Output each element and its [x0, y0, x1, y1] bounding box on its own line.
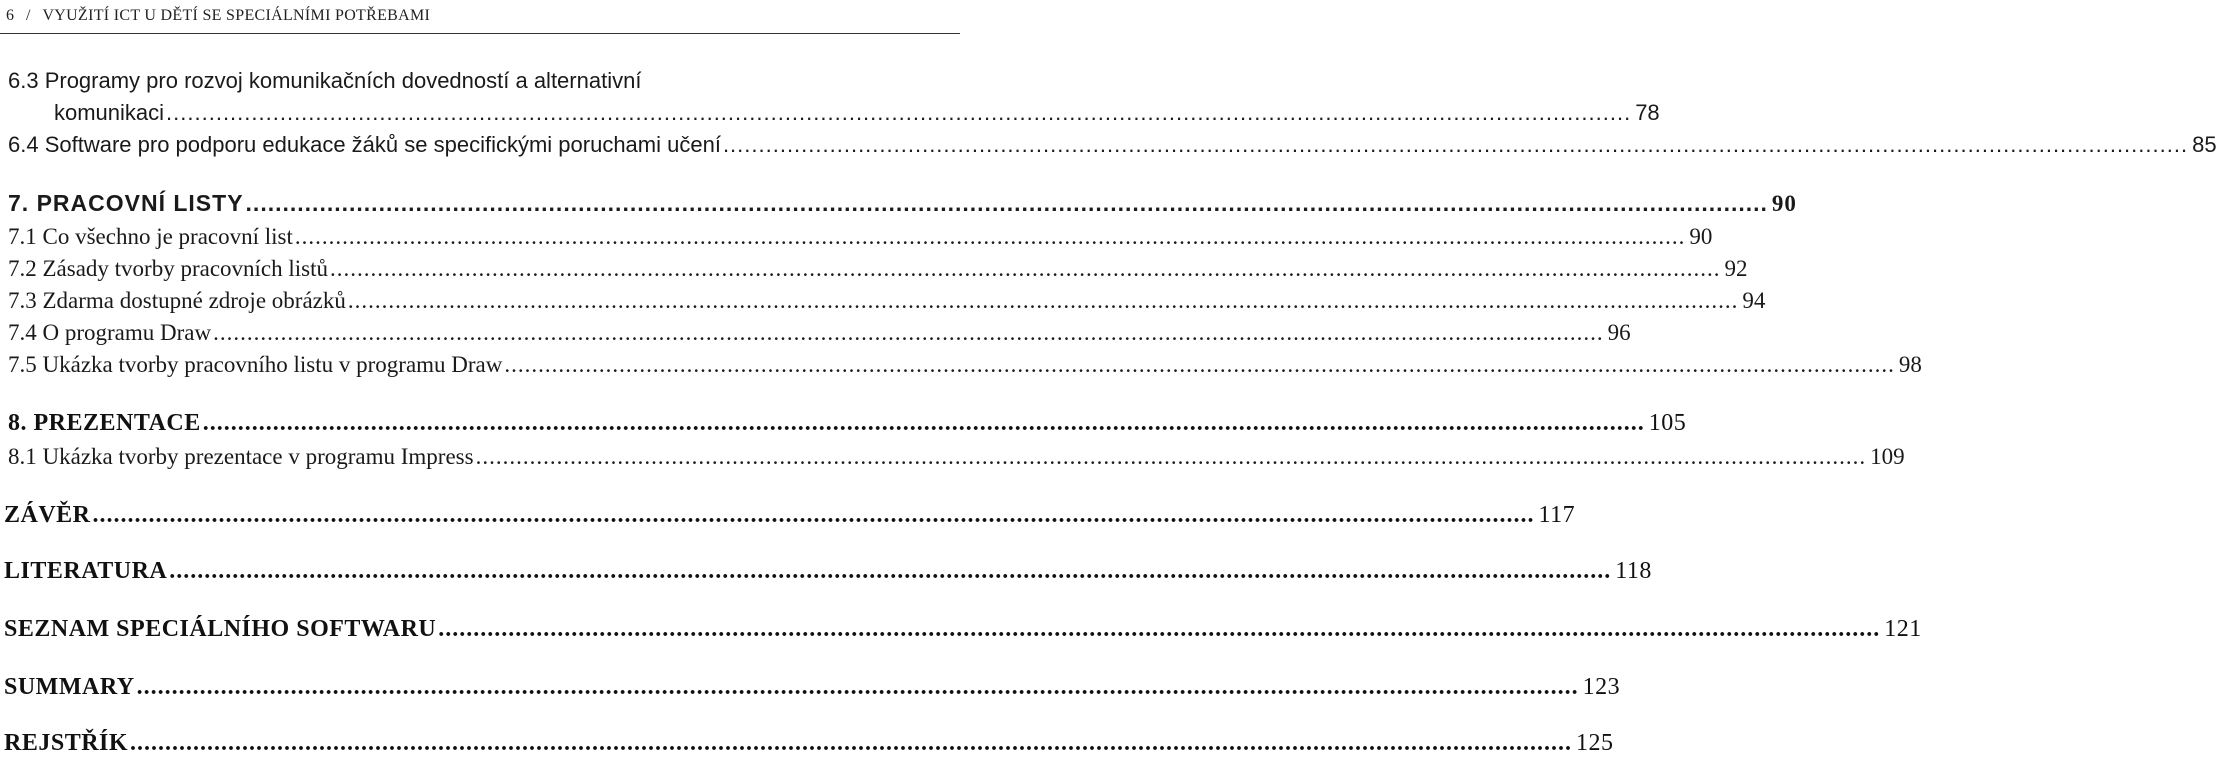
toc-entry-label: ZÁVĚR [4, 502, 91, 528]
toc-page-number: 90 [1689, 224, 1713, 249]
toc-page-number: 125 [1576, 730, 1614, 756]
toc-entry-6-4[interactable] [8, 130, 2217, 160]
toc-entry-label: komunikaci [54, 100, 165, 125]
toc-entry-6-3[interactable] [8, 66, 960, 96]
leader-dots: .............................................................................................................................................................................................................. [475, 444, 1867, 469]
toc-entry-label: REJSTŘÍK [4, 730, 129, 756]
leader-dots: .............................................................................................................................................................................................................. [330, 256, 1721, 281]
leader-dots: .............................................................................................................................................................................................................. [213, 320, 1604, 345]
toc-entry-label: 8.1 Ukázka tvorby prezentace v programu Impress [8, 444, 474, 469]
toc-page-number: 96 [1607, 320, 1631, 345]
leader-dots: .............................................................................................................................................................................................................. [722, 132, 2189, 157]
toc-entry-7-1[interactable] [8, 222, 1713, 252]
leader-dots: .............................................................................................................................................................................................................. [169, 558, 1612, 584]
toc-page-number: 92 [1724, 256, 1748, 281]
header-separator: / [26, 7, 31, 24]
toc-entry-label: LITERATURA [4, 558, 168, 584]
toc-page-number: 98 [1898, 352, 1922, 377]
leader-dots: .............................................................................................................................................................................................................. [294, 224, 1686, 249]
toc-entry-label: 6.4 Software pro podporu edukace žáků se specifickými poruchami učení [8, 132, 721, 157]
toc-chapter-summary[interactable] [4, 672, 1621, 702]
toc-page-number: 121 [1884, 616, 1922, 642]
leader-dots: .............................................................................................................................................................................................................. [347, 288, 1739, 313]
toc-chapter-7[interactable] [8, 188, 1797, 218]
header-rule [0, 33, 960, 34]
leader-dots: .............................................................................................................................................................................................................. [130, 730, 1573, 756]
leader-dots: .............................................................................................................................................................................................................. [136, 674, 1579, 700]
toc-entry-6-3-cont[interactable] [8, 98, 1660, 128]
toc-page-number: 94 [1742, 288, 1766, 313]
toc-entry-label: 7.5 Ukázka tvorby pracovního listu v programu Draw [8, 352, 503, 377]
toc-page-number: 105 [1648, 410, 1687, 436]
toc-entry-label: 7.2 Zásady tvorby pracovních listů [8, 256, 329, 281]
leader-dots: .............................................................................................................................................................................................................. [166, 100, 1632, 125]
toc-entry-7-5[interactable] [8, 350, 1922, 380]
toc-chapter-literatura[interactable] [4, 556, 1652, 586]
toc-entry-7-4[interactable] [8, 318, 1631, 348]
toc-entry-label: 7.4 O programu Draw [8, 320, 212, 345]
toc-entry-8-1[interactable] [8, 442, 1905, 472]
toc-page-number: 90 [1771, 191, 1797, 216]
toc-chapter-zaver[interactable] [4, 500, 1576, 530]
header-title: VYUŽITÍ ICT U DĚTÍ SE SPECIÁLNÍMI POTŘEBAMI [42, 7, 431, 24]
toc-chapter-rejstrik[interactable] [4, 728, 1614, 758]
header-page-number: 6 [6, 7, 14, 24]
leader-dots: .............................................................................................................................................................................................................. [202, 410, 1645, 436]
toc-entry-label: 6.3 Programy pro rozvoj komunikačních dovedností a alternativní [8, 68, 642, 93]
toc-entry-label: SUMMARY [4, 674, 135, 700]
leader-dots: .............................................................................................................................................................................................................. [504, 352, 1895, 377]
leader-dots: .............................................................................................................................................................................................................. [245, 190, 1768, 216]
toc-entry-label: 8. PREZENTACE [8, 410, 201, 436]
leader-dots: .............................................................................................................................................................................................................. [92, 502, 1535, 528]
toc-entry-label: 7. PRACOVNÍ LISTY [8, 190, 244, 216]
leader-dots: .............................................................................................................................................................................................................. [438, 616, 1881, 642]
toc-entry-7-2[interactable] [8, 254, 1748, 284]
toc-page-number: 78 [1635, 100, 1660, 125]
toc-page-number: 109 [1870, 444, 1905, 469]
toc-page-number: 118 [1615, 558, 1652, 584]
running-header [6, 6, 956, 26]
toc-chapter-seznam[interactable] [4, 614, 1922, 644]
toc-entry-label: 7.3 Zdarma dostupné zdroje obrázků [8, 288, 346, 313]
toc-entry-label: SEZNAM SPECIÁLNÍHO SOFTWARU [4, 616, 437, 642]
toc-page-number: 117 [1538, 502, 1576, 528]
toc-chapter-8[interactable] [8, 408, 1687, 438]
toc-entry-label: 7.1 Co všechno je pracovní list [8, 224, 293, 249]
toc-page-number: 123 [1582, 674, 1621, 700]
toc-entry-7-3[interactable] [8, 286, 1766, 316]
toc-page-number: 85 [2192, 132, 2217, 157]
